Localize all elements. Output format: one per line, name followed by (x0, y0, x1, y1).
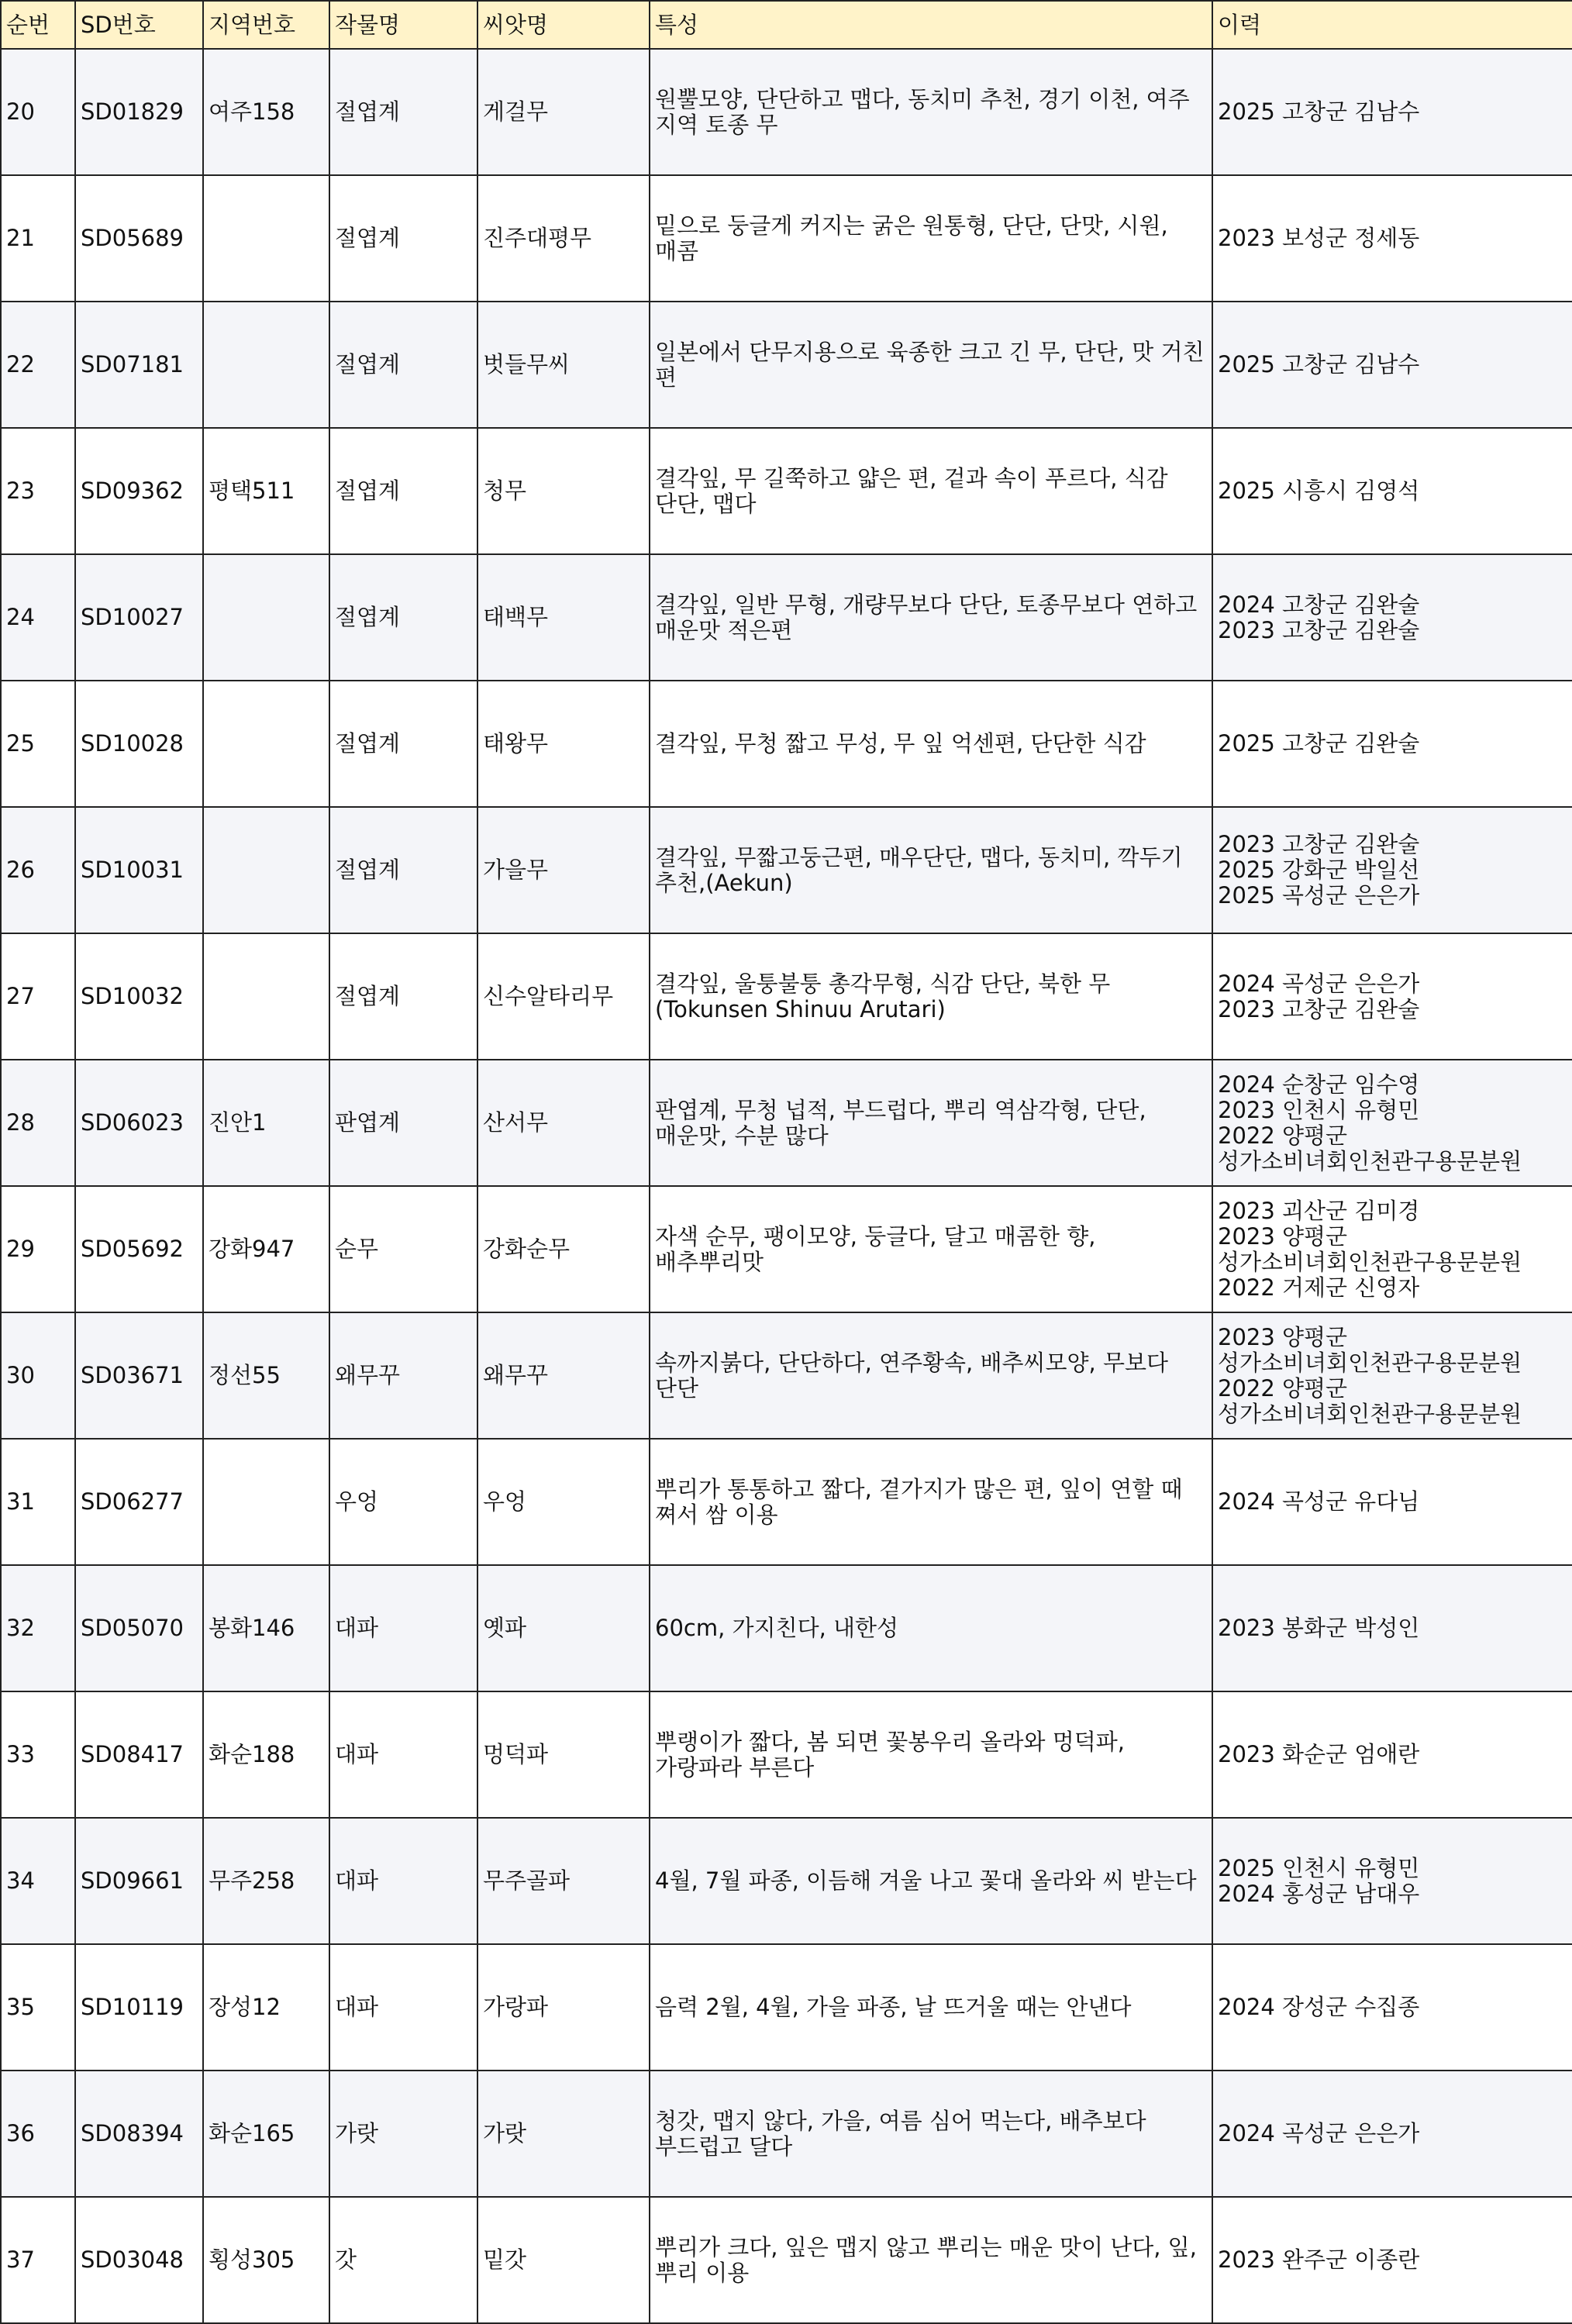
cell-no: 35 (1, 1944, 75, 2071)
cell-seed-name: 강화순무 (477, 1186, 650, 1312)
cell-region-number: 진안1 (203, 1060, 329, 1186)
cell-traits: 결각잎, 울퉁불퉁 총각무형, 식감 단단, 북한 무 (Tokunsen Shinuu Arutari) (650, 933, 1212, 1060)
cell-sd-number: SD10032 (75, 933, 203, 1060)
cell-crop-name: 대파 (329, 1944, 477, 2071)
cell-seed-name: 청무 (477, 428, 650, 554)
cell-no: 34 (1, 1818, 75, 1944)
cell-traits: 뿌리가 통통하고 짧다, 곁가지가 많은 편, 잎이 연할 때 쪄서 쌈 이용 (650, 1439, 1212, 1565)
cell-traits: 청갓, 맵지 않다, 가을, 여름 심어 먹는다, 배추보다 부드럽고 달다 (650, 2071, 1212, 2197)
cell-crop-name: 대파 (329, 1818, 477, 1944)
cell-seed-name: 가랏 (477, 2071, 650, 2197)
cell-history: 2025 고창군 김남수 (1212, 49, 1572, 175)
cell-seed-name: 왜무꾸 (477, 1312, 650, 1439)
cell-no: 31 (1, 1439, 75, 1565)
cell-region-number (203, 175, 329, 302)
cell-region-number (203, 1439, 329, 1565)
cell-sd-number: SD07181 (75, 302, 203, 428)
cell-no: 25 (1, 681, 75, 807)
cell-history: 2024 고창군 김완술 2023 고창군 김완술 (1212, 554, 1572, 681)
cell-crop-name: 절엽계 (329, 302, 477, 428)
cell-crop-name: 대파 (329, 1691, 477, 1818)
cell-region-number: 봉화146 (203, 1565, 329, 1691)
cell-history: 2024 곡성군 은은가 2023 고창군 김완술 (1212, 933, 1572, 1060)
cell-crop-name: 순무 (329, 1186, 477, 1312)
table-row (1, 2197, 1572, 2323)
table-row (1, 2071, 1572, 2197)
cell-sd-number: SD08417 (75, 1691, 203, 1818)
cell-sd-number: SD05692 (75, 1186, 203, 1312)
cell-traits: 속까지붉다, 단단하다, 연주황속, 배추씨모양, 무보다 단단 (650, 1312, 1212, 1439)
table-header (1, 1, 1572, 49)
table-row (1, 1944, 1572, 2071)
table-row (1, 1186, 1572, 1312)
table-row (1, 554, 1572, 681)
header-no: 순번 (1, 1, 75, 49)
cell-seed-name: 태백무 (477, 554, 650, 681)
cell-traits: 결각잎, 무짧고둥근편, 매우단단, 맵다, 동치미, 깍두기 추천,(Aekun) (650, 807, 1212, 933)
cell-sd-number: SD06023 (75, 1060, 203, 1186)
cell-traits: 뿌랭이가 짧다, 봄 되면 꽃봉우리 올라와 멍덕파, 가랑파라 부른다 (650, 1691, 1212, 1818)
cell-no: 33 (1, 1691, 75, 1818)
cell-seed-name: 밑갓 (477, 2197, 650, 2323)
cell-traits: 일본에서 단무지용으로 육종한 크고 긴 무, 단단, 맛 거친 편 (650, 302, 1212, 428)
cell-crop-name: 절엽계 (329, 49, 477, 175)
cell-seed-name: 게걸무 (477, 49, 650, 175)
cell-traits: 판엽계, 무청 넙적, 부드럽다, 뿌리 역삼각형, 단단, 매운맛, 수분 많다 (650, 1060, 1212, 1186)
cell-no: 20 (1, 49, 75, 175)
cell-history: 2025 인천시 유형민 2024 홍성군 남대우 (1212, 1818, 1572, 1944)
cell-sd-number: SD09362 (75, 428, 203, 554)
cell-crop-name: 절엽계 (329, 554, 477, 681)
cell-seed-name: 태왕무 (477, 681, 650, 807)
cell-sd-number: SD08394 (75, 2071, 203, 2197)
cell-traits: 4월, 7월 파종, 이듬해 겨울 나고 꽃대 올라와 씨 받는다 (650, 1818, 1212, 1944)
cell-region-number (203, 302, 329, 428)
cell-history: 2023 고창군 김완술 2025 강화군 박일선 2025 곡성군 은은가 (1212, 807, 1572, 933)
cell-seed-name: 신수알타리무 (477, 933, 650, 1060)
table-row (1, 933, 1572, 1060)
cell-region-number: 횡성305 (203, 2197, 329, 2323)
cell-history: 2023 보성군 정세동 (1212, 175, 1572, 302)
cell-seed-name: 진주대평무 (477, 175, 650, 302)
cell-sd-number: SD10027 (75, 554, 203, 681)
cell-traits: 원뿔모양, 단단하고 맵다, 동치미 추천, 경기 이천, 여주 지역 토종 무 (650, 49, 1212, 175)
cell-history: 2025 시흥시 김영석 (1212, 428, 1572, 554)
cell-no: 36 (1, 2071, 75, 2197)
table-row (1, 175, 1572, 302)
cell-crop-name: 절엽계 (329, 933, 477, 1060)
cell-region-number: 장성12 (203, 1944, 329, 2071)
cell-crop-name: 판엽계 (329, 1060, 477, 1186)
cell-no: 29 (1, 1186, 75, 1312)
cell-no: 32 (1, 1565, 75, 1691)
cell-seed-name: 산서무 (477, 1060, 650, 1186)
cell-seed-name: 멍덕파 (477, 1691, 650, 1818)
header-history: 이력 (1212, 1, 1572, 49)
cell-seed-name: 벗들무씨 (477, 302, 650, 428)
cell-traits: 결각잎, 일반 무형, 개량무보다 단단, 토종무보다 연하고 매운맛 적은편 (650, 554, 1212, 681)
table-row (1, 1691, 1572, 1818)
cell-region-number: 강화947 (203, 1186, 329, 1312)
cell-crop-name: 대파 (329, 1565, 477, 1691)
cell-history: 2023 양평군 성가소비녀회인천관구용문분원 2022 양평군 성가소비녀회인천관구용문분원 (1212, 1312, 1572, 1439)
cell-no: 24 (1, 554, 75, 681)
cell-history: 2024 곡성군 유다님 (1212, 1439, 1572, 1565)
cell-traits: 뿌리가 크다, 잎은 맵지 않고 뿌리는 매운 맛이 난다, 잎, 뿌리 이용 (650, 2197, 1212, 2323)
cell-sd-number: SD10031 (75, 807, 203, 933)
cell-sd-number: SD10119 (75, 1944, 203, 2071)
cell-seed-name: 옛파 (477, 1565, 650, 1691)
table-row (1, 681, 1572, 807)
cell-region-number (203, 681, 329, 807)
cell-no: 37 (1, 2197, 75, 2323)
cell-no: 21 (1, 175, 75, 302)
cell-history: 2023 괴산군 김미경 2023 양평군 성가소비녀회인천관구용문분원 2022 거제군 신영자 (1212, 1186, 1572, 1312)
cell-region-number: 화순165 (203, 2071, 329, 2197)
table-row (1, 1439, 1572, 1565)
header-crop-name: 작물명 (329, 1, 477, 49)
cell-sd-number: SD09661 (75, 1818, 203, 1944)
cell-region-number: 화순188 (203, 1691, 329, 1818)
cell-seed-name: 우엉 (477, 1439, 650, 1565)
cell-traits: 음력 2월, 4월, 가을 파종, 날 뜨거울 때는 안낸다 (650, 1944, 1212, 2071)
cell-no: 26 (1, 807, 75, 933)
cell-history: 2024 장성군 수집종 (1212, 1944, 1572, 2071)
cell-crop-name: 가랏 (329, 2071, 477, 2197)
cell-region-number (203, 554, 329, 681)
cell-traits: 결각잎, 무 길쭉하고 얇은 편, 겉과 속이 푸르다, 식감 단단, 맵다 (650, 428, 1212, 554)
cell-crop-name: 우엉 (329, 1439, 477, 1565)
cell-traits: 결각잎, 무청 짧고 무성, 무 잎 억센편, 단단한 식감 (650, 681, 1212, 807)
cell-sd-number: SD01829 (75, 49, 203, 175)
cell-crop-name: 절엽계 (329, 807, 477, 933)
table-row (1, 302, 1572, 428)
cell-seed-name: 무주골파 (477, 1818, 650, 1944)
cell-sd-number: SD05070 (75, 1565, 203, 1691)
cell-region-number (203, 807, 329, 933)
cell-sd-number: SD03671 (75, 1312, 203, 1439)
header-row (1, 1, 1572, 49)
cell-region-number: 정선55 (203, 1312, 329, 1439)
table-body (1, 49, 1572, 2323)
cell-sd-number: SD05689 (75, 175, 203, 302)
header-region-number: 지역번호 (203, 1, 329, 49)
cell-no: 28 (1, 1060, 75, 1186)
cell-history: 2025 고창군 김남수 (1212, 302, 1572, 428)
table-row (1, 1060, 1572, 1186)
cell-region-number: 여주158 (203, 49, 329, 175)
cell-crop-name: 절엽계 (329, 681, 477, 807)
cell-crop-name: 왜무꾸 (329, 1312, 477, 1439)
cell-region-number: 무주258 (203, 1818, 329, 1944)
header-traits: 특성 (650, 1, 1212, 49)
cell-crop-name: 절엽계 (329, 428, 477, 554)
cell-history: 2024 순창군 임수영 2023 인천시 유형민 2022 양평군 성가소비녀회인천관구용문분원 (1212, 1060, 1572, 1186)
cell-no: 23 (1, 428, 75, 554)
cell-sd-number: SD10028 (75, 681, 203, 807)
cell-history: 2024 곡성군 은은가 (1212, 2071, 1572, 2197)
table-row (1, 807, 1572, 933)
cell-seed-name: 가을무 (477, 807, 650, 933)
header-seed-name: 씨앗명 (477, 1, 650, 49)
cell-crop-name: 절엽계 (329, 175, 477, 302)
cell-history: 2025 고창군 김완술 (1212, 681, 1572, 807)
header-sd-number: SD번호 (75, 1, 203, 49)
cell-seed-name: 가랑파 (477, 1944, 650, 2071)
cell-no: 27 (1, 933, 75, 1060)
cell-sd-number: SD06277 (75, 1439, 203, 1565)
cell-no: 22 (1, 302, 75, 428)
table-row (1, 1818, 1572, 1944)
cell-region-number: 평택511 (203, 428, 329, 554)
cell-region-number (203, 933, 329, 1060)
cell-no: 30 (1, 1312, 75, 1439)
cell-history: 2023 완주군 이종란 (1212, 2197, 1572, 2323)
cell-traits: 밑으로 둥글게 커지는 굵은 원통형, 단단, 단맛, 시원, 매콤 (650, 175, 1212, 302)
cell-history: 2023 봉화군 박성인 (1212, 1565, 1572, 1691)
cell-traits: 자색 순무, 팽이모양, 둥글다, 달고 매콤한 향, 배추뿌리맛 (650, 1186, 1212, 1312)
table-row (1, 49, 1572, 175)
cell-history: 2023 화순군 엄애란 (1212, 1691, 1572, 1818)
cell-crop-name: 갓 (329, 2197, 477, 2323)
table-row (1, 1312, 1572, 1439)
cell-traits: 60cm, 가지친다, 내한성 (650, 1565, 1212, 1691)
table-row (1, 428, 1572, 554)
table-row (1, 1565, 1572, 1691)
cell-sd-number: SD03048 (75, 2197, 203, 2323)
